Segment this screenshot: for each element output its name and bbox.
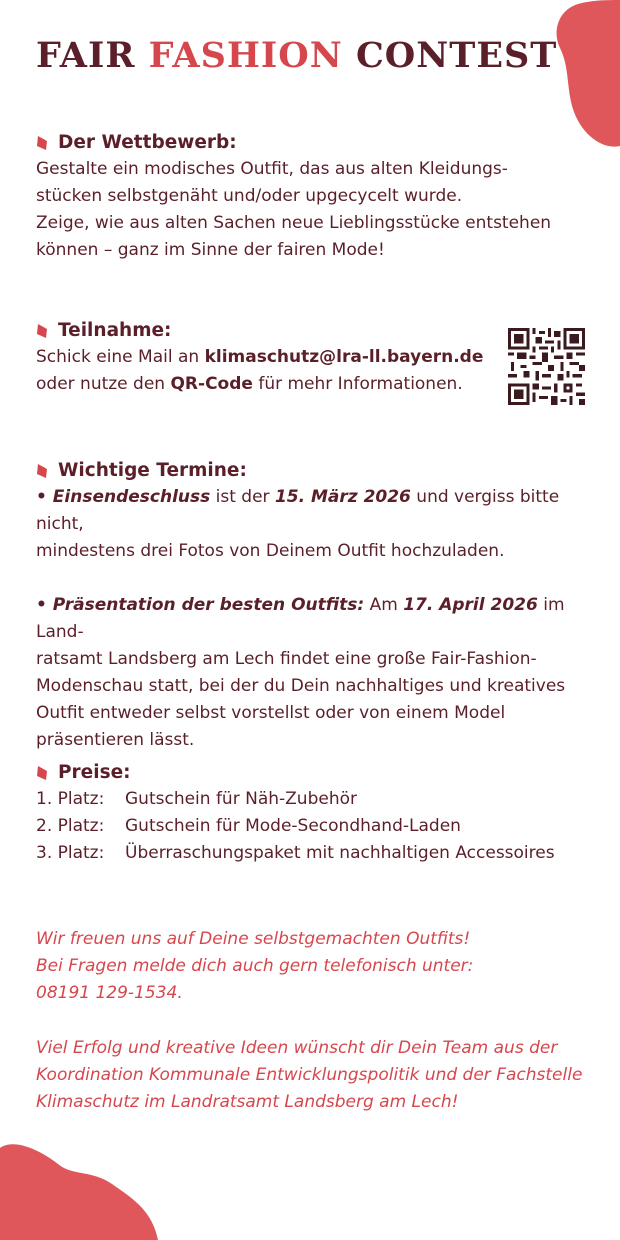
termine-item2-date: 17. April 2026	[403, 595, 538, 615]
wettbewerb-line-4: können – ganz im Sinne der fairen Mode!	[36, 240, 385, 260]
prize-description: Gutschein für Mode-Secondhand-Laden	[125, 816, 461, 836]
heading-teilnahme-label: Teilnahme:	[58, 320, 172, 341]
heading-wettbewerb-label: Der Wettbewerb:	[58, 132, 237, 153]
teilnahme-text-pre2: oder nutze den	[36, 374, 171, 394]
heading-wettbewerb	[36, 130, 596, 156]
termine-item2-line2: ratsamt Landsberg am Lech findet eine große Fair-Fashion-	[36, 649, 537, 669]
termine-item1-post: und vergiss bitte nicht,	[36, 487, 560, 534]
closing-paragraph-2	[36, 1035, 596, 1116]
termine-item1-label: • Einsendeschluss	[36, 487, 211, 507]
closing-line: Klimaschutz im Landratsamt Landsberg am Lech!	[36, 1092, 459, 1112]
phone-number[interactable]: 08191 129-1534.	[36, 983, 183, 1003]
teilnahme-text-pre: Schick eine Mail an	[36, 347, 205, 367]
email-link[interactable]: klimaschutz@lra-ll.bayern.de	[204, 347, 484, 367]
prize-description: Gutschein für Näh-Zubehör	[125, 789, 357, 809]
prize-row	[36, 840, 596, 867]
section-preise	[36, 760, 596, 867]
page-title	[36, 36, 596, 76]
title-part-fair: FAIR	[36, 35, 149, 76]
prize-place: 2. Platz:	[36, 816, 105, 836]
title-part-fashion: FASHION	[148, 35, 343, 76]
red-leaf-marker-icon	[36, 765, 48, 781]
wettbewerb-line-3: Zeige, wie aus alten Sachen neue Lieblingsstücke entstehen	[36, 213, 552, 233]
termine-item2-line3: Modenschau statt, bei der du Dein nachhaltiges und kreatives	[36, 676, 566, 696]
heading-preise	[36, 760, 596, 786]
closing-line: Bei Fragen melde dich auch gern telefonisch unter:	[36, 956, 474, 976]
prize-place: 3. Platz:	[36, 843, 105, 863]
section-termine	[36, 458, 596, 754]
termine-item2-line4: Outfit entweder selbst vorstellst oder von einem Model	[36, 703, 506, 723]
closing-line: Koordination Kommunale Entwicklungspolitik und der Fachstelle	[36, 1065, 583, 1085]
termine-item1-line2: mindestens drei Fotos von Deinem Outfit hochzuladen.	[36, 541, 505, 561]
termine-item1-mid: ist der	[210, 487, 275, 507]
red-leaf-marker-icon	[36, 463, 48, 479]
closing-paragraph-1	[36, 926, 596, 1007]
heading-preise-label: Preise:	[58, 762, 131, 783]
termine-item1-line1	[36, 484, 596, 538]
heading-termine-label: Wichtige Termine:	[58, 460, 247, 481]
qr-code-icon[interactable]	[508, 328, 585, 405]
prize-place: 1. Platz:	[36, 789, 105, 809]
title-part-contest: CONTEST	[342, 35, 558, 76]
termine-item2-mid: Am	[364, 595, 404, 615]
wettbewerb-line-2: stücken selbstgenäht und/oder upgecycelt wurde.	[36, 186, 463, 206]
section-wettbewerb	[36, 130, 596, 264]
termine-item2-line5: präsentieren lässt.	[36, 730, 195, 750]
heading-termine	[36, 458, 596, 484]
teilnahme-text-post: für mehr Informationen.	[252, 374, 463, 394]
decorative-blob-bottom	[0, 1140, 160, 1240]
prize-description: Überraschungspaket mit nachhaltigen Accessoires	[125, 843, 555, 863]
red-leaf-marker-icon	[36, 135, 48, 151]
closing-line: Viel Erfolg und kreative Ideen wünscht dir Dein Team aus der	[36, 1038, 558, 1058]
closing-line: Wir freuen uns auf Deine selbstgemachten Outfits!	[36, 929, 471, 949]
termine-item2-label: • Präsentation der besten Outfits:	[36, 595, 365, 615]
spacer	[36, 565, 596, 592]
prize-row	[36, 813, 596, 840]
qr-code-label: QR-Code	[170, 374, 253, 394]
termine-item2-line1	[36, 592, 596, 646]
termine-item2-post: im Land-	[36, 595, 565, 642]
wettbewerb-line-1: Gestalte ein modisches Outfit, das aus alten Kleidungs-	[36, 159, 508, 179]
red-leaf-marker-icon	[36, 323, 48, 339]
prize-row	[36, 786, 596, 813]
termine-item1-date: 15. März 2026	[274, 487, 411, 507]
